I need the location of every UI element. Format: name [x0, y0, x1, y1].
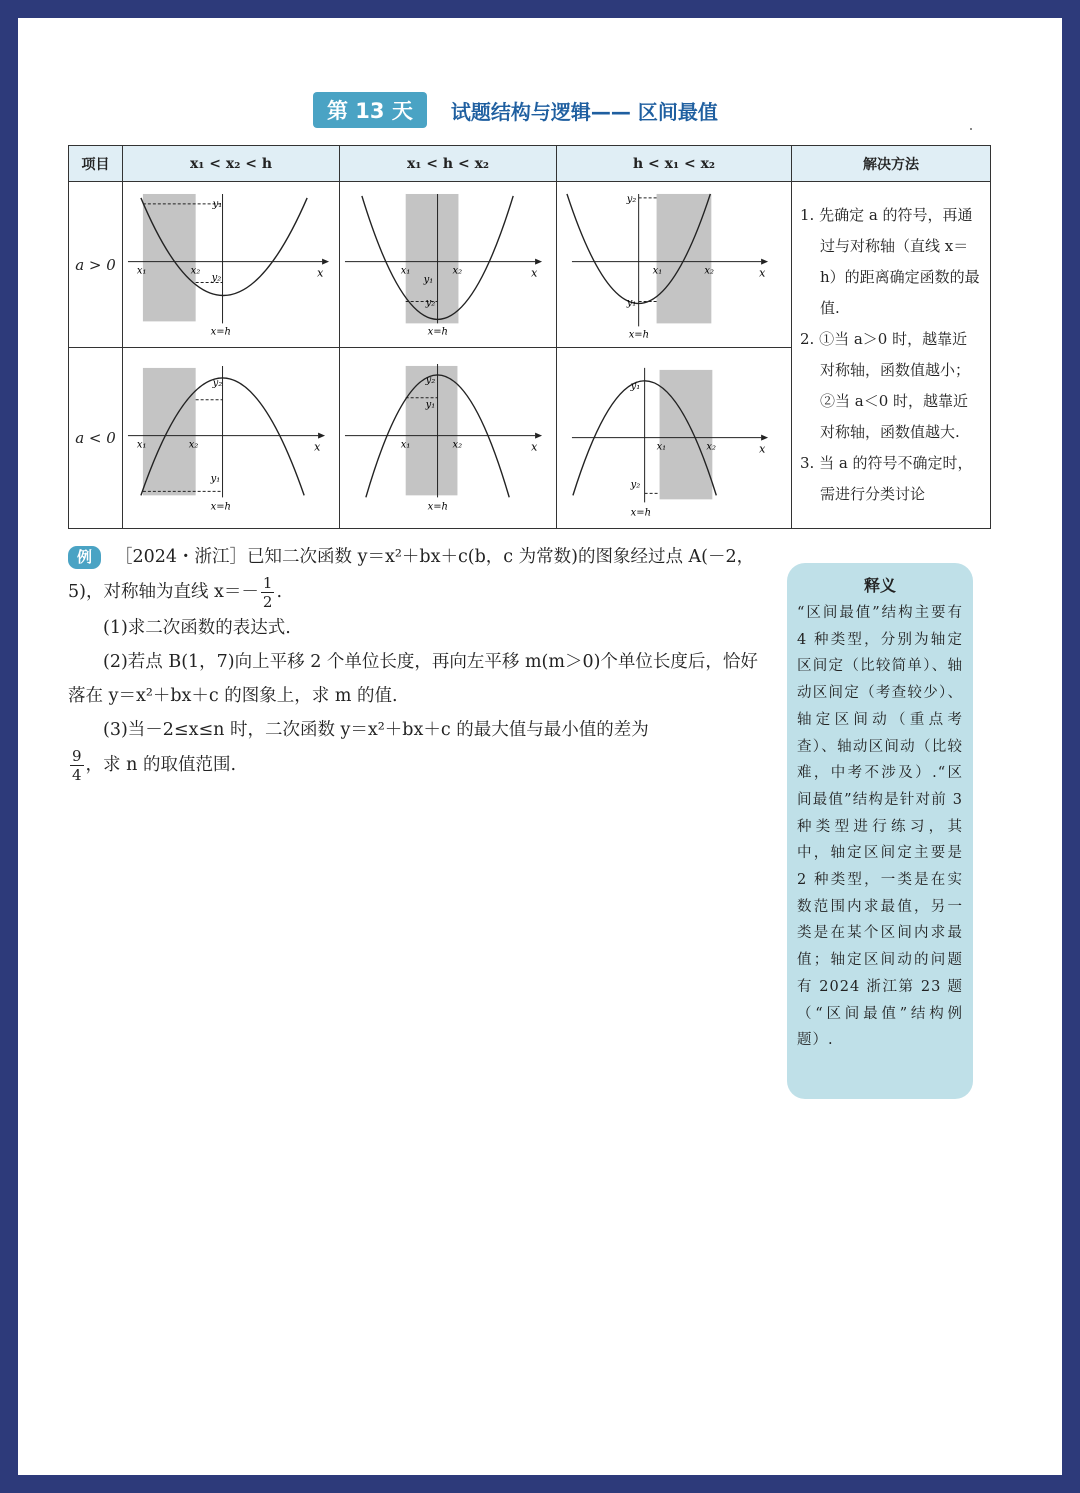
question-2: (2)若点 B(1，7)向上平移 2 个单位长度，再向左平移 m(m＞0)个单位长度后，恰好落在 y＝x²＋bx＋c 的图象上，求 m 的值.	[68, 652, 758, 706]
label-x2: x₂	[190, 265, 201, 277]
col-header-case3: h < x₁ < x₂	[557, 146, 792, 182]
example-block	[68, 540, 763, 784]
day-badge: 第 13 天	[313, 92, 427, 128]
label-x: x	[759, 442, 766, 456]
axis-arrow	[318, 433, 325, 439]
label-x: x	[317, 266, 324, 280]
label-x1: x₁	[136, 439, 147, 451]
table-header-row	[69, 146, 991, 182]
fraction-nine-fourths	[70, 747, 84, 784]
parabola-graph	[123, 182, 339, 347]
label-x: x	[759, 266, 766, 280]
label-x2: x₂	[704, 265, 714, 277]
parabola-graph	[340, 348, 556, 527]
label-x1: x₁	[652, 265, 663, 277]
col-header-item: 项目	[69, 146, 123, 182]
label-axis: x=h	[427, 501, 448, 513]
question-3	[68, 713, 763, 747]
label-axis: x=h	[427, 326, 448, 338]
label-x2: x₂	[452, 265, 463, 277]
label-y1: y₁	[626, 297, 637, 309]
interval-shade	[660, 370, 713, 499]
method-cell	[792, 182, 991, 529]
structure-table	[68, 145, 991, 529]
graph-cell	[123, 348, 340, 528]
axis-arrow	[535, 433, 542, 439]
parabola-graph	[340, 182, 556, 347]
label-x: x	[531, 266, 538, 280]
sidebar-text: “区间最值”结构主要有 4 种类型，分别为轴定区间定（比较简单）、轴动区间定（考查较少）、轴定区间动（重点考查）、轴动区间动（比较难，中考不涉及）.“区间最值”结构是针对前 3 种类型进行练习，其中，轴定区间定主要是 2 种类型，一类是在实数范围内求最值，另一类是在某个区间内求最值；轴定区间动的问题有 2024 浙江第 23 题（“区间最值”结构例题）.	[797, 605, 963, 1049]
method-item-1: 1. 先确定 a 的符号，再通过与对称轴（直线 x＝h）的距离确定函数的最值.	[800, 205, 980, 317]
question-3-end: ，求 n 的取值范围.	[85, 755, 237, 775]
interval-shade	[143, 368, 196, 495]
axis-arrow	[761, 435, 768, 441]
method-item-3: 3. 当 a 的符号不确定时，需进行分类讨论	[800, 453, 973, 503]
label-x2: x₂	[706, 441, 716, 453]
example-tag: 例	[68, 546, 101, 569]
label-axis: x=h	[630, 507, 652, 519]
label-y2: y₂	[212, 378, 223, 390]
fraction-numerator: 1	[262, 574, 273, 592]
parabola-graph	[557, 182, 791, 347]
label-y2: y₂	[425, 375, 436, 387]
label-x1: x₁	[400, 265, 411, 277]
example-intro-end: .	[276, 582, 283, 602]
parabola-graph	[557, 348, 791, 527]
example-intro	[68, 540, 763, 611]
axis-arrow	[535, 259, 542, 265]
graph-cell	[557, 348, 792, 528]
label-y1: y₁	[630, 381, 641, 393]
question-3-text: (3)当－2≤x≤n 时，二次函数 y＝x²＋bx＋c 的最大值与最小值的差为	[103, 720, 649, 740]
fraction-numerator: 9	[72, 747, 82, 765]
question-1: (1)求二次函数的表达式.	[103, 618, 291, 638]
row-label-a-negative: a < 0	[69, 348, 123, 528]
page-header	[313, 90, 718, 130]
col-header-case2: x₁ < h < x₂	[340, 146, 557, 182]
label-y2: y₂	[626, 193, 637, 205]
label-y2: y₂	[630, 479, 641, 491]
table-row-a-positive	[69, 182, 991, 348]
example-intro-text: ［2024・浙江］已知二次函数 y＝x²＋bx＋c(b，c 为常数)的图象经过点 A(－2，5)，对称轴为直线 x＝－	[68, 547, 755, 602]
interval-shade	[143, 194, 196, 321]
label-x1: x₁	[656, 441, 667, 453]
label-y1: y₁	[212, 198, 223, 210]
label-y2: y₂	[211, 272, 222, 284]
label-x2: x₂	[452, 439, 463, 451]
parabola-graph	[123, 348, 339, 527]
label-x: x	[314, 440, 321, 454]
page-title: 试题结构与逻辑—— 区间最值	[450, 99, 718, 124]
label-y1: y₁	[423, 274, 434, 286]
axis-arrow	[322, 259, 329, 265]
label-x: x	[531, 440, 538, 454]
question-3-tail	[68, 747, 763, 784]
definition-sidebar	[787, 563, 973, 1099]
label-axis: x=h	[210, 501, 231, 513]
label-y1: y₁	[210, 473, 221, 485]
label-y1: y₁	[425, 400, 436, 412]
graph-cell	[340, 182, 557, 348]
label-y2: y₂	[425, 297, 436, 309]
label-x1: x₁	[400, 439, 411, 451]
col-header-method: 解决方法	[792, 146, 991, 182]
col-header-case1: x₁ < x₂ < h	[123, 146, 340, 182]
fraction-denominator: 4	[72, 766, 82, 784]
axis-arrow	[761, 259, 768, 265]
row-label-a-positive: a > 0	[69, 182, 123, 348]
label-x1: x₁	[136, 265, 147, 277]
page	[18, 18, 1062, 1475]
fraction-half	[261, 574, 275, 611]
graph-cell	[557, 182, 792, 348]
sidebar-title: 释义	[863, 576, 896, 595]
label-x2: x₂	[188, 439, 199, 451]
label-axis: x=h	[628, 329, 650, 341]
method-item-2: 2. ①当 a＞0 时，越靠近对称轴，函数值越小；②当 a＜0 时，越靠近对称轴，函数值越大.	[800, 329, 971, 441]
label-axis: x=h	[210, 326, 231, 338]
scan-dot	[970, 128, 972, 130]
graph-cell	[340, 348, 557, 528]
fraction-denominator: 2	[262, 593, 273, 611]
graph-cell	[123, 182, 340, 348]
